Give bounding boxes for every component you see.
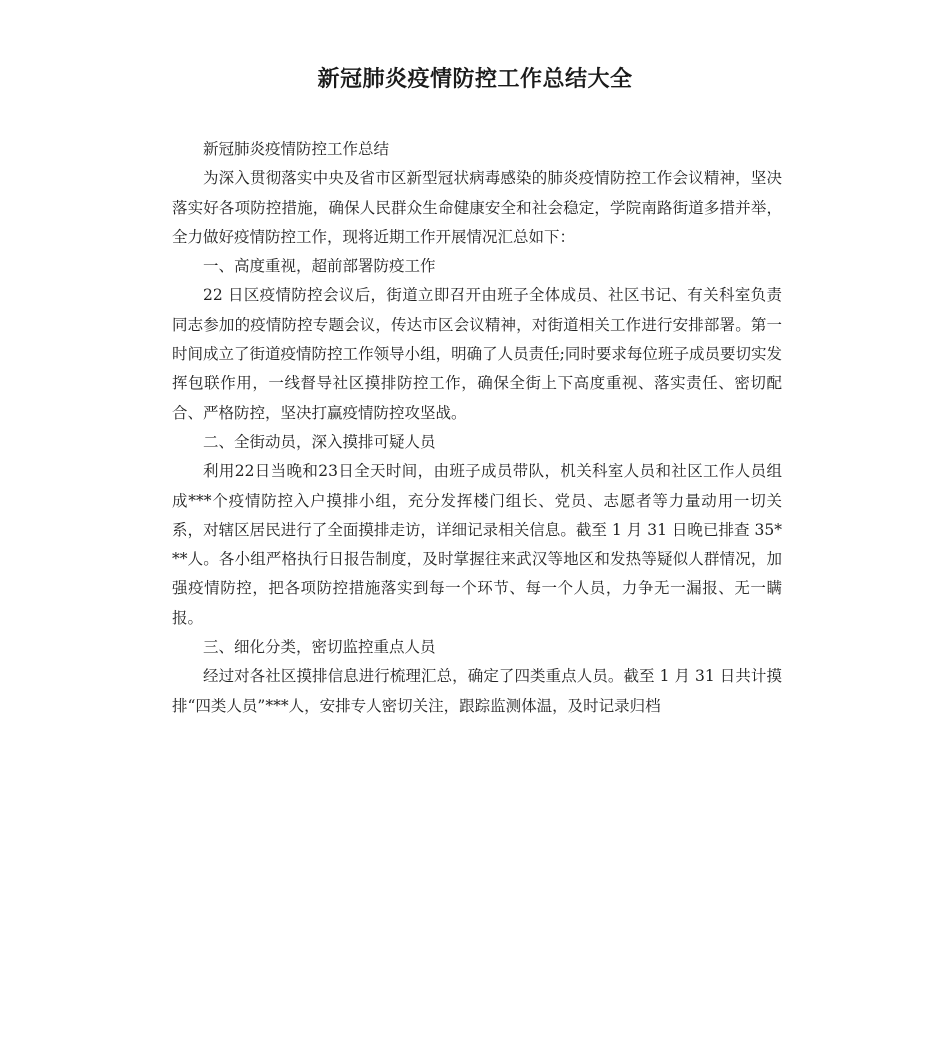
paragraph-section-2: 利用22日当晚和23日全天时间，由班子成员带队，机关科室人员和社区工作人员组成***个疫情防控入户摸排小组，充分发挥楼门组长、党员、志愿者等力量动用一切关系，对辖区居民进行了全面摸排走访，详细记录相关信息。截至 1 月 31 日晚已排查 35***人。各小组严格执行日报告制度，及时掌握往来武汉等地区和发热等疑似人群情况，加强疫情防控，把各项防控措施落实到每一个环节、每一个人员，力争无一漏报、无一瞒报。 [172, 462, 782, 627]
section-heading-2: 二、全街动员，深入摸排可疑人员 [203, 432, 436, 451]
section-heading-3: 三、细化分类，密切监控重点人员 [203, 638, 436, 657]
document-body [172, 135, 782, 721]
section-heading-1: 一、高度重视，超前部署防疫工作 [203, 257, 436, 276]
paragraph-subtitle: 新冠肺炎疫情防控工作总结 [203, 140, 390, 158]
paragraph-section-1: 22 日区疫情防控会议后，街道立即召开由班子全体成员、社区书记、有关科室负责同志参加的疫情防控专题会议，传达市区会议精神，对街道相关工作进行安排部署。第一时间成立了街道疫情防控工作领导小组，明确了人员责任;同时要求每位班子成员要切实发挥包联作用，一线督导社区摸排防控工作，确保全街上下高度重视、落实责任、密切配合、严格防控，坚决打赢疫情防控攻坚战。 [172, 286, 782, 422]
paragraph-section-3: 经过对各社区摸排信息进行梳理汇总，确定了四类重点人员。截至 1 月 31 日共计摸排“四类人员”***人，安排专人密切关注，跟踪监测体温，及时记录归档 [172, 667, 782, 715]
paragraph-intro: 为深入贯彻落实中央及省市区新型冠状病毒感染的肺炎疫情防控工作会议精神，坚决落实好各项防控措施，确保人民群众生命健康安全和社会稳定，学院南路街道多措并举，全力做好疫情防控工作，现将近期工作开展情况汇总如下： [172, 169, 782, 246]
document-title: 新冠肺炎疫情防控工作总结大全 [317, 67, 633, 92]
